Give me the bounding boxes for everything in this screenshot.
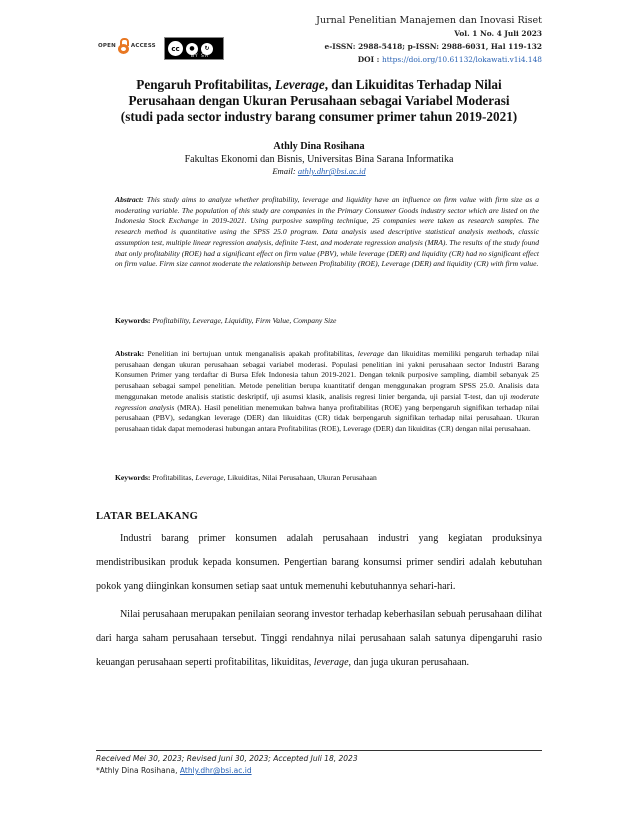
title-line-3: (studi pada sector industry barang consumer primer tahun 2019-2021)	[120, 109, 518, 124]
open-lock-icon	[118, 38, 129, 54]
section-heading: LATAR BELAKANG	[96, 511, 199, 522]
abstrak-label: Abstrak:	[115, 349, 145, 358]
abstract-text: This study aims to analyze whether profitability, leverage and liquidity have an influence on firm value with firm size as a moderating variable. The population of this study are companies in the Primary Consumer Goods industry sector which are listed on the Indonesia Stock Exchange in 2019-2021. Using purposive sampling technique, 25 companies were taken as research samples. The research method is quantitative using the SPSS 25.0 program. Data analysis used descriptive statistical analysis methods, classic assumption test, multiple linear regression analysis, definite T-test, and moderate regression analysis (MRA). The results of the study found that only profitability (ROE) had a significant effect on firm value (PBV), while leverage (DER) and liquidity (CR) had no significant effect on firm value. Firm size cannot moderate the relationship between Profitability (ROE), Leverage (DER) and liquidity (CR) with firm value.	[115, 195, 539, 269]
keywords-english	[115, 316, 539, 325]
submission-dates: Received Mei 30, 2023; Revised Juni 30, 2023; Accepted Juli 18, 2023	[96, 754, 358, 763]
volume-info: Vol. 1 No. 4 Juli 2023	[454, 29, 542, 38]
creative-commons-icon: cc	[168, 41, 183, 56]
cc-terms: BY SA	[191, 54, 210, 59]
doi-label: DOI :	[357, 55, 382, 64]
title-line-1: Pengaruh Profitabilitas, Leverage, dan Likuiditas Terhadap Nilai	[136, 77, 502, 92]
paper-title	[96, 77, 542, 125]
share-alike-icon: ↻	[201, 43, 213, 55]
open-access-left-text: OPEN	[98, 43, 116, 49]
email-line	[96, 166, 542, 176]
body-paragraph: Nilai perusahaan merupakan penilaian seorang investor terhadap keberhasilan sebuah perusahaan dilihat dari harga saham perusahaan tersebut. Tinggi rendahnya nilai perusahaan salah satunya dipengaruhi rasio keuangan perusahaan seperti profitabilitas, likuiditas, leverage, dan juga ukuran perusahaan.	[96, 609, 542, 668]
body-paragraph: Industri barang primer konsumen adalah perusahaan industri yang kegiatan produksinya mendistribusikan produk kepada konsumen. Pengertian barang konsumsi primer sendiri adalah kebutuhan pokok yang diinginkan konsumen setiap saat untuk memenuhi kebutuhannya sehari-hari.	[96, 533, 542, 592]
cc-license-badge[interactable]	[164, 37, 224, 60]
keywords-indonesian: Keywords: Profitabilitas, Leverage, Likuiditas, Nilai Perusahaan, Ukuran Perusahaan	[115, 473, 377, 482]
journal-name: Jurnal Penelitian Manajemen dan Inovasi Riset	[316, 15, 542, 26]
attribution-icon: ●	[186, 43, 198, 55]
footer-divider	[96, 750, 542, 751]
open-access-right-text: ACCESS	[130, 43, 156, 49]
author-email-link[interactable]: Athly.dhr@bsi.ac.id	[179, 766, 252, 775]
corresponding-author: *Athly Dina Rosihana, Athly.dhr@bsi.ac.id	[96, 766, 252, 775]
author-name: Athly Dina Rosihana	[273, 141, 365, 152]
keywords-label: Keywords:	[115, 316, 151, 325]
abstract-label: Abstract:	[115, 195, 144, 204]
doi-link[interactable]: https://doi.org/10.61132/lokawati.v1i4.148	[381, 55, 542, 64]
kata-kunci-label: Keywords:	[115, 473, 151, 482]
journal-header	[316, 14, 542, 66]
affiliation: Fakultas Ekonomi dan Bisnis, Universitas Bina Sarana Informatika	[184, 154, 454, 165]
title-line-2: Perusahaan dengan Ukuran Perusahaan sebagai Variabel Moderasi	[128, 93, 510, 108]
doi-line	[316, 53, 542, 66]
email-label: Email:	[272, 166, 298, 176]
email-link[interactable]: athly.dhr@bsi.ac.id	[297, 166, 366, 176]
open-access-logo	[98, 38, 156, 54]
keywords-text: Profitability, Leverage, Liquidity, Firm Value, Company Size	[150, 316, 337, 325]
abstract-english	[115, 195, 539, 270]
issn-info: e-ISSN: 2988-5418; p-ISSN: 2988-6031, Hal 119-132	[324, 42, 542, 51]
abstract-indonesian: Abstrak: Penelitian ini bertujuan untuk menganalisis apakah profitabilitas, leverage dan likuiditas memiliki pengaruh terhadap nilai perusahaan dengan ukuran perusahaan sebagai variabel moderasi. Populasi penelitian ini yakni perusahaan sector Industri Barang Konsumen Primer yang terdaftar di Bursa Efek Indonesia tahun 2019-2021. Dengan teknik purposive sampling, diambil sebanyak 25 perusahaan sebagai sampel penelitian. Metode penelitian berupa kuantitatif dengan menggunakan program SPSS 25.0. Analisis data menggunakan metode analisis statistic deskriptif, uji asumsi klasik, analisis regresi linier berganda, uji parsial T-test, dan uji moderate regression analysis (MRA). Hasil penelitian menemukan bahwa hanya profitabilitas (ROE) yang berpengaruh signifikan terhadap nilai perusahaan (PBV), sedangkan leverage (DER) dan likuiditas (CR) tidak berpengaruh signifikan terhadap nilai perusahaan. Ukuran perusahaan tidak dapat memoderasi hubungan antara Profitabilitas (ROE), Leverage (DER) dan likuiditas (CR) dengan nilai perusahaan.	[115, 349, 539, 433]
